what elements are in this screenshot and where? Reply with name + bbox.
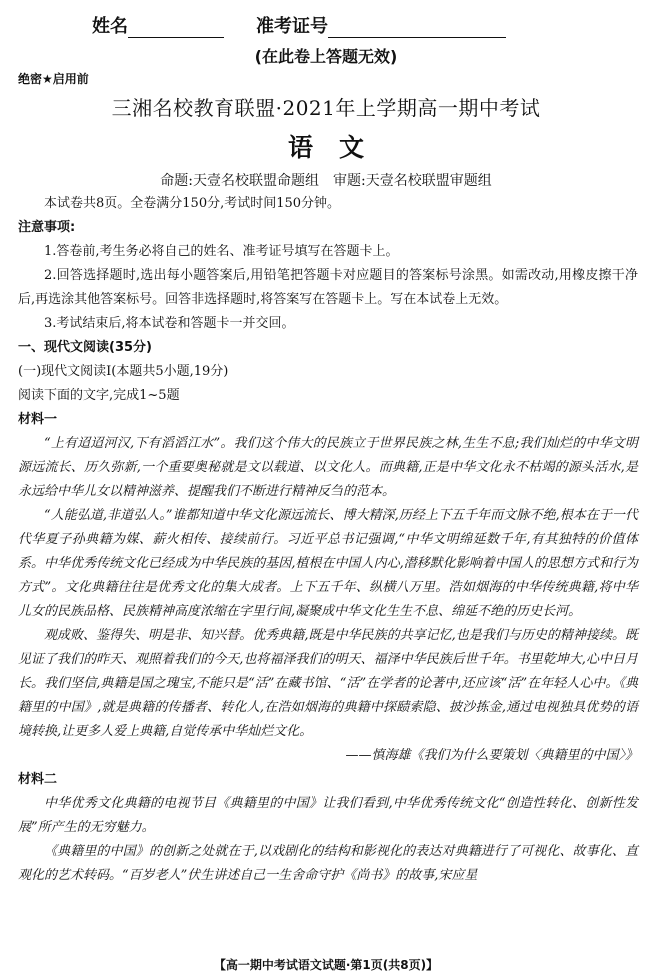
material-paragraph: 观成败、鉴得失、明是非、知兴替。优秀典籍,既是中华民族的共享记忆,也是我们与历史的精神接续。既见证了我们的昨天、观照着我们的今天,也将福泽我们的明天、福泽中华民族后世千年。书里乾坤大,心中日月长。我们坚信,典籍是国之瑰宝,不能只是“活”在藏书馆、“活”在学者的论著中,还应该“活”在年轻人心中。《典籍里的中国》,就是典籍的传播者、转化人,在浩如烟海的典籍中探赜索隐、披沙拣金,通过电视独具优势的语境转换,让更多人爱上典籍,自觉传承中华灿烂文化。 [18, 628, 638, 739]
page-footer: 【高一期中考试语文试题·第1页(共8页)】 [213, 958, 439, 972]
material-paragraph: “上有迢迢河汉,下有滔滔江水”。我们这个伟大的民族立于世界民族之林,生生不息;我们灿烂的中华文明源远流长、历久弥新,一个重要奥秘就是文以载道、以文化人。而典籍,正是中华文化永不枯竭的源头活水,是永远给中华儿女以精神滋养、提醒我们不断进行精神反刍的范本。 [18, 436, 638, 499]
exam-title: 三湘名校教育联盟·2021年上学期高一期中考试 [111, 96, 541, 120]
name-blank [128, 19, 224, 38]
sub-section-heading: (一)现代文阅读Ⅰ(本题共5小题,19分) [18, 364, 229, 379]
section-heading: 一、现代文阅读(35分) [18, 340, 152, 355]
notice-item: 1.答卷前,考生务必将自己的姓名、准考证号填写在答题卡上。 [44, 244, 399, 259]
material-paragraph: 中华优秀文化典籍的电视节目《典籍里的中国》让我们看到,中华优秀传统文化“创造性转化、创新性发展”所产生的无穷魅力。 [18, 796, 638, 835]
exam-number-label: 准考证号 [256, 16, 328, 37]
notice-item: 3.考试结束后,将本试卷和答题卡一并交回。 [44, 316, 295, 331]
main-body [18, 192, 638, 888]
subject-title: 语文 [287, 133, 390, 162]
secret-mark: 绝密★启用前 [18, 72, 89, 86]
reading-instruction: 阅读下面的文字,完成1~5题 [18, 388, 180, 403]
material-label: 材料一 [18, 412, 58, 427]
setter-credit: 命题:天壹名校联盟命题组 [160, 173, 319, 189]
name-label: 姓名 [92, 16, 128, 37]
candidate-fields [92, 14, 506, 38]
notice-heading: 注意事项: [18, 220, 76, 235]
material-source: ——慎海雄《我们为什么要策划〈典籍里的中国〉》 [345, 748, 638, 763]
credits-line [0, 170, 652, 190]
notice-item: 2.回答选择题时,选出每小题答案后,用铅笔把答题卡对应题目的答案标号涂黑。如需改动,用橡皮擦干净后,再选涂其他答案标号。回答非选择题时,将答案写在答题卡上。写在本试卷上无效。 [18, 268, 638, 307]
material-label: 材料二 [18, 772, 58, 787]
reviewer-credit: 审题:天壹名校联盟审题组 [333, 173, 492, 189]
intro-text: 本试卷共8页。全卷满分150分,考试时间150分钟。 [44, 196, 341, 211]
material-paragraph: 《典籍里的中国》的创新之处就在于,以戏剧化的结构和影视化的表达对典籍进行了可视化、故事化、直观化的艺术转码。“百岁老人”伏生讲述自己一生舍命守护《尚书》的故事,宋应星 [18, 844, 638, 883]
invalid-note: (在此卷上答题无效) [254, 47, 398, 66]
exam-number-blank [328, 19, 506, 38]
exam-header [0, 6, 652, 68]
material-paragraph: “人能弘道,非道弘人。”谁都知道中华文化源远流长、博大精深,历经上下五千年而文脉不绝,根本在于一代代华夏子孙典籍为媒、薪火相传、接续前行。习近平总书记强调,“中华文明绵延数千年,有其独特的价值体系。中华优秀传统文化已经成为中华民族的基因,植根在中国人内心,潜移默化影响着中国人的思想方式和行为方式”。文化典籍往往是优秀文化的集大成者。上下五千年、纵横八万里。浩如烟海的中华传统典籍,将中华儿女的民族品格、民族精神高度浓缩在字里行间,凝聚成中华文化生生不息、绵延不绝的历史长河。 [18, 508, 638, 619]
